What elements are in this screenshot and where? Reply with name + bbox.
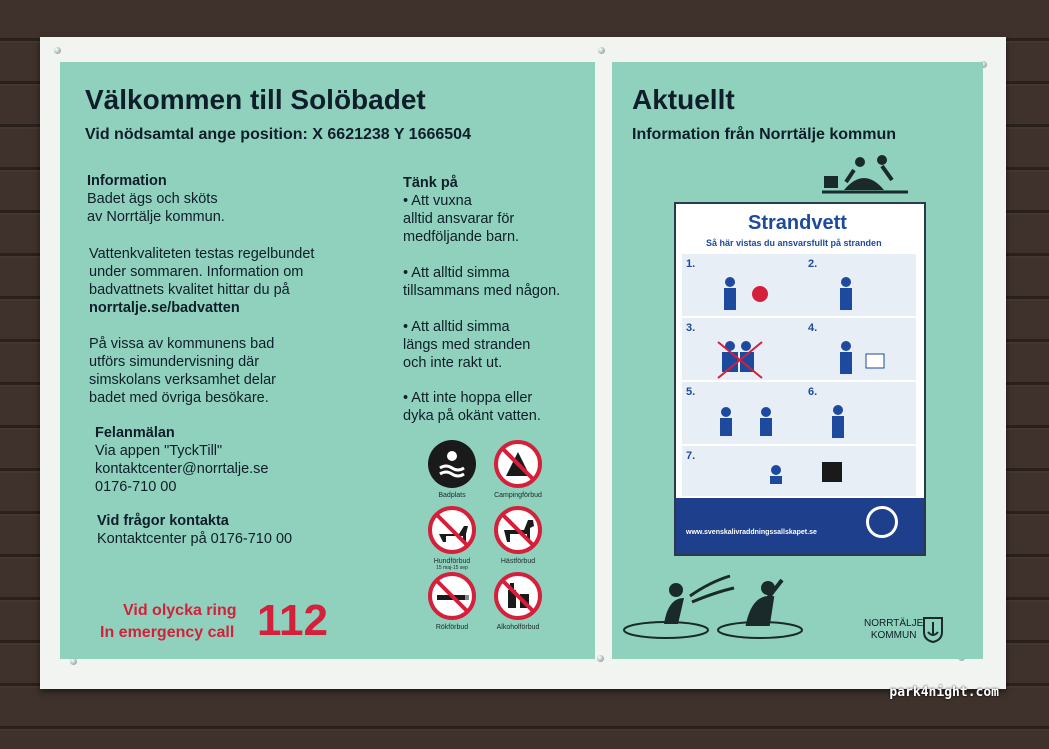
icon-label: Hästförbud	[500, 558, 536, 565]
icon-label: Campingförbud	[494, 492, 542, 499]
think-item: alltid ansvarar för	[403, 211, 515, 227]
poster-step-number: 5.	[686, 386, 696, 398]
sandcastle-icon	[820, 152, 910, 196]
icon-label: Alkoholförbud	[496, 624, 540, 631]
poster-step-number: 7.	[686, 450, 696, 462]
think-item: medföljande barn.	[403, 229, 520, 245]
water-line: badvattnets kvalitet hittar du på	[89, 282, 290, 298]
think-item: • Att alltid simma	[403, 319, 510, 335]
emergency-number: 112	[257, 596, 328, 645]
poster-step-number: 6.	[808, 386, 818, 398]
water-link: norrtalje.se/badvatten	[89, 300, 240, 316]
school-line: utförs simundervisning där	[89, 354, 260, 370]
icon-label: Rökförbud	[435, 624, 469, 631]
info-line: Badet ägs och sköts	[87, 191, 218, 207]
contact-heading: Vid frågor kontakta	[97, 513, 229, 529]
no-alcohol-icon	[488, 570, 548, 631]
water-line: Vattenkvaliteten testas regelbundet	[89, 246, 315, 262]
bathing-icon	[422, 438, 482, 499]
screw-icon	[598, 47, 605, 54]
poster-subtitle: Så här vistas du ansvarsfullt på stranden	[706, 238, 882, 248]
news-title: Aktuellt	[632, 84, 735, 115]
water-line: under sommaren. Information om	[89, 264, 304, 280]
poster-url: www.svenskalivraddningssallskapet.se	[686, 529, 817, 536]
swimmers-icon	[618, 572, 808, 642]
think-item: och inte rakt ut.	[403, 355, 503, 371]
sign-board	[40, 37, 1006, 689]
report-phone: 0176-710 00	[95, 479, 177, 495]
screw-icon	[597, 655, 604, 662]
school-line: badet med övriga besökare.	[89, 390, 269, 406]
school-line: På vissa av kommunens bad	[89, 336, 275, 352]
think-item: • Att inte hoppa eller	[403, 390, 533, 406]
school-line: simskolans verksamhet delar	[89, 372, 276, 388]
screw-icon	[54, 47, 61, 54]
emergency-position: Vid nödsamtal ange position: X 6621238 Y 1666504	[85, 126, 471, 143]
logo-line: NORRTÄLJE	[864, 618, 924, 629]
no-smoking-icon	[422, 570, 482, 631]
think-item: dyka på okänt vatten.	[403, 408, 541, 424]
think-heading: Tänk på	[403, 175, 458, 191]
poster-step-number: 4.	[808, 322, 818, 334]
logo-line: KOMMUN	[870, 630, 917, 641]
municipality-crest-icon	[922, 616, 944, 644]
no-horses-icon	[488, 504, 548, 565]
lifebuoy-icon	[866, 506, 898, 538]
poster-step-number: 1.	[686, 258, 696, 270]
think-item: längs med stranden	[403, 337, 531, 353]
report-email: kontaktcenter@norrtalje.se	[95, 461, 269, 477]
welcome-panel	[60, 62, 595, 659]
info-heading: Information	[87, 173, 167, 189]
think-item: • Att vuxna	[403, 193, 472, 209]
info-line: av Norrtälje kommun.	[87, 209, 225, 225]
poster-step-number: 3.	[686, 322, 696, 334]
report-line: Via appen "TyckTill"	[95, 443, 223, 459]
think-item: • Att alltid simma	[403, 265, 510, 281]
screw-icon	[70, 658, 77, 665]
news-panel	[612, 62, 983, 659]
page-title: Välkommen till Solöbadet	[85, 84, 426, 115]
report-heading: Felanmälan	[95, 425, 175, 441]
poster-figures	[716, 274, 886, 484]
watermark: park4night.com	[889, 685, 999, 700]
no-dogs-icon	[422, 504, 482, 571]
contact-line: Kontaktcenter på 0176-710 00	[97, 531, 293, 547]
poster-step-number: 2.	[808, 258, 818, 270]
icon-sublabel: 15 maj-15 sep	[436, 565, 468, 571]
emergency-label-en: In emergency call	[100, 624, 235, 641]
news-subtitle: Information från Norrtälje kommun	[632, 126, 897, 143]
icon-label: Hundförbud	[433, 558, 471, 565]
strandvett-poster	[674, 202, 926, 556]
no-camping-icon	[488, 438, 548, 499]
think-item: tillsammans med någon.	[403, 283, 561, 299]
icon-label: Badplats	[438, 492, 466, 499]
emergency-label-sv: Vid olycka ring	[123, 602, 237, 619]
municipality-logo-text	[864, 618, 923, 642]
poster-title: Strandvett	[748, 212, 847, 234]
